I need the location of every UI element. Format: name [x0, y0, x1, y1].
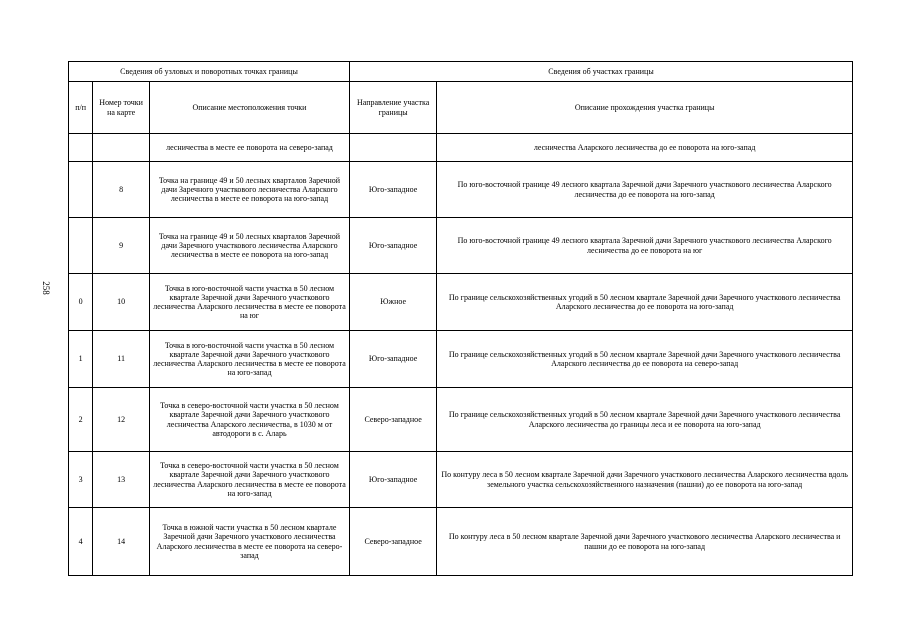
cell-point-no: 10: [93, 274, 150, 331]
cell-direction: Южное: [349, 274, 436, 331]
table-row: [69, 508, 853, 576]
cell-point-desc: Точка на границе 49 и 50 лесных кварталов Заречной дачи Заречного участкового лесничества Аларского лесничества в месте ее поворота на юго-запад: [150, 218, 350, 274]
cell-point-no: [93, 134, 150, 162]
cell-nn: [69, 134, 93, 162]
column-header-direction: Направление участка границы: [349, 82, 436, 134]
cell-direction: Юго-западное: [349, 452, 436, 508]
cell-nn: 2: [69, 388, 93, 452]
cell-passage-desc: По границе сельскохозяйственных угодий в 50 лесном квартале Заречной дачи Заречного участкового лесничества Аларского лесничества до ее поворота на северо-запад: [437, 331, 853, 388]
cell-point-desc: Точка в юго-восточной части участка в 50 лесном квартале Заречной дачи Заречного участкового лесничества Аларского лесничества в месте ее поворота на юг: [150, 274, 350, 331]
cell-point-desc: Точка в юго-восточной части участка в 50 лесном квартале Заречной дачи Заречного участкового лесничества Аларского лесничества в месте ее поворота на юго-запад: [150, 331, 350, 388]
table-row: [69, 452, 853, 508]
cell-passage-desc: По контуру леса в 50 лесном квартале Заречной дачи Заречного участкового лесничества Аларского лесничества вдоль земельного участка сельскохозяйственного назначения (пашни) до ее поворота на юго-запад: [437, 452, 853, 508]
cell-point-no: 11: [93, 331, 150, 388]
cell-passage-desc: лесничества Аларского лесничества до ее поворота на юго-запад: [437, 134, 853, 162]
cell-direction: Северо-западное: [349, 388, 436, 452]
cell-nn: 3: [69, 452, 93, 508]
cell-point-desc: Точка в северо-восточной части участка в 50 лесном квартале Заречной дачи Заречного участкового лесничества Аларского лесничества, в 1030 м от автодороги в с. Аларь: [150, 388, 350, 452]
cell-point-desc: Точка на границе 49 и 50 лесных кварталов Заречной дачи Заречного участкового лесничества Аларского лесничества в месте ее поворота на юго-запад: [150, 162, 350, 218]
cell-point-desc: лесничества в месте ее поворота на северо-запад: [150, 134, 350, 162]
table-row: [69, 162, 853, 218]
table-row: [69, 218, 853, 274]
cell-point-no: 13: [93, 452, 150, 508]
cell-point-no: 12: [93, 388, 150, 452]
cell-passage-desc: По границе сельскохозяйственных угодий в 50 лесном квартале Заречной дачи Заречного участкового лесничества Аларского лесничества до границы леса и ее поворота на юго-запад: [437, 388, 853, 452]
cell-direction: Юго-западное: [349, 331, 436, 388]
cell-passage-desc: По контуру леса в 50 лесном квартале Заречной дачи Заречного участкового лесничества Аларского лесничества и пашни до ее поворота на юго-запад: [437, 508, 853, 576]
cell-direction: Северо-западное: [349, 508, 436, 576]
page-number: 258: [40, 281, 51, 295]
cell-passage-desc: По юго-восточной границе 49 лесного квартала Заречной дачи Заречного участкового лесничества Аларского лесничества до ее поворота на юг: [437, 218, 853, 274]
column-header-point-desc: Описание местоположения точки: [150, 82, 350, 134]
table-row: [69, 388, 853, 452]
column-header-point-no: Номер точки на карте: [93, 82, 150, 134]
cell-direction: [349, 134, 436, 162]
cell-nn: [69, 162, 93, 218]
cell-direction: Юго-западное: [349, 162, 436, 218]
cell-nn: 4: [69, 508, 93, 576]
cell-nn: [69, 218, 93, 274]
cell-passage-desc: По границе сельскохозяйственных угодий в 50 лесном квартале Заречной дачи Заречного участкового лесничества Аларского лесничества до ее поворота на юго-запад: [437, 274, 853, 331]
cell-direction: Юго-западное: [349, 218, 436, 274]
cell-nn: 1: [69, 331, 93, 388]
table-row: [69, 134, 853, 162]
cell-point-desc: Точка в северо-восточной части участка в 50 лесном квартале Заречной дачи Заречного участкового лесничества Аларского лесничества в месте ее поворота на юго-запад: [150, 452, 350, 508]
group-header-points: Сведения об узловых и поворотных точках границы: [69, 62, 350, 82]
table-row: [69, 331, 853, 388]
boundary-table: [68, 61, 853, 576]
cell-point-no: 8: [93, 162, 150, 218]
table-row: [69, 274, 853, 331]
cell-point-no: 14: [93, 508, 150, 576]
group-header-sections: Сведения об участках границы: [349, 62, 852, 82]
column-header-passage-desc: Описание прохождения участка границы: [437, 82, 853, 134]
cell-point-no: 9: [93, 218, 150, 274]
cell-point-desc: Точка в южной части участка в 50 лесном квартале Заречной дачи Заречного участкового лесничества Аларского лесничества в месте ее поворота на северо-запад: [150, 508, 350, 576]
cell-nn: 0: [69, 274, 93, 331]
column-header-nn: п/п: [69, 82, 93, 134]
cell-passage-desc: По юго-восточной границе 49 лесного квартала Заречной дачи Заречного участкового лесничества Аларского лесничества до ее поворота на юго-запад: [437, 162, 853, 218]
